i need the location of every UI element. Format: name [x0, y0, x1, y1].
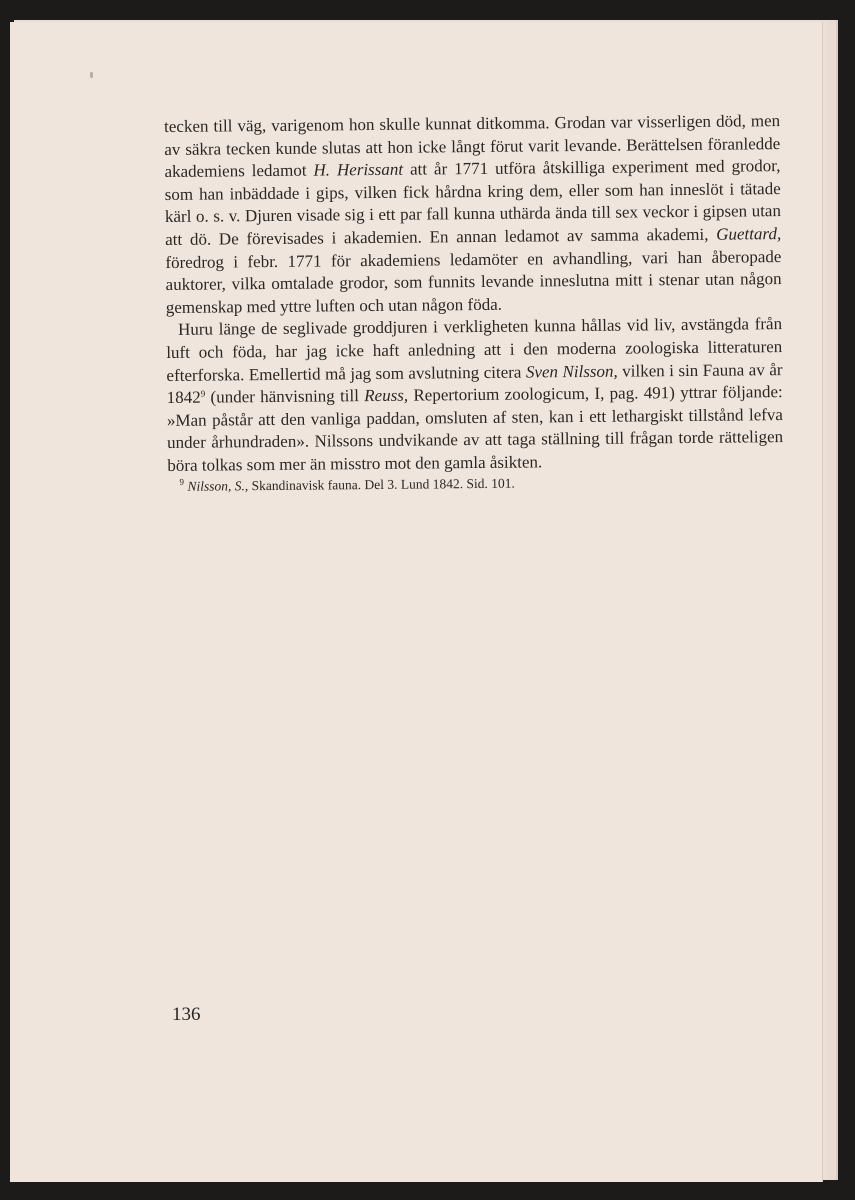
p2-text-b: vilken i sin Fauna av år 1842 — [166, 359, 783, 408]
p2-name-nilsson: Sven Nilsson, — [525, 361, 618, 382]
p1-text-b: att år 1771 utföra åtskilliga experiment med grodor, som han inbäddade i gips, vilken fick hårdna kring dem, eller som han inneslöt i tätade kärl o. s. v. Djuren visade sig i ett par fall kunna uthärda ända till sex veckor i gipsen utan att dö. De förevisades i akademien. En annan ledamot av samma akademi, — [164, 156, 782, 249]
p2-name-reuss: Reuss, — [364, 385, 409, 406]
p1-name-guettard: Guettard, — [716, 224, 782, 244]
p1-name-herissant: H. Herissant — [313, 159, 404, 180]
p2-text-c: (under hänvisning till — [205, 386, 365, 407]
p2-text-a: Huru länge de seglivade groddjuren i verkligheten kunna hållas vid liv, avstängda från luft och föda, har jag icke haft anledning att i den moderna zoologiska litteraturen efterforska. Emellertid må jag som avslutning citera — [166, 314, 783, 385]
footnote-text: Skandinavisk fauna. Del 3. Lund 1842. Sid. 101. — [248, 475, 515, 493]
p1-text-c: föredrog i febr. 1771 för akademiens ledamöter en avhandling, vari han åberopade auktorer, vilka omtalade grodor, som funnits levande inneslutna mitt i stenar utan någon gemenskap med yttre luften och utan någon föda. — [165, 246, 782, 317]
paragraph-2 — [166, 313, 783, 477]
footnote-marker: 9 — [179, 476, 185, 487]
paper-speck — [90, 72, 93, 78]
body-text — [164, 110, 784, 495]
p1-text-a: tecken till väg, varigenom hon skulle kunnat ditkomma. Grodan var visserligen död, men av säkra tecken kunde slutas att hon icke långt förut varit levande. Berättelsen föranledde akademiens ledamot — [164, 111, 781, 182]
page-number: 136 — [172, 1004, 201, 1025]
footnote-author: Nilsson, S., — [187, 477, 249, 494]
paragraph-1 — [164, 110, 782, 319]
p2-text-d: Repertorium zoologicum, I, pag. 491) yttrar följande: »Man påstår att den vanliga paddan, omsluten af sten, kan i ett lethargiskt tillstånd lefva under århundraden». Nilssons undvikande av att taga ställning till frågan torde rätteligen böra tolkas som mer än misstro mot den gamla åsikten. — [166, 382, 784, 475]
footnote-reference: 9 — [200, 388, 206, 399]
